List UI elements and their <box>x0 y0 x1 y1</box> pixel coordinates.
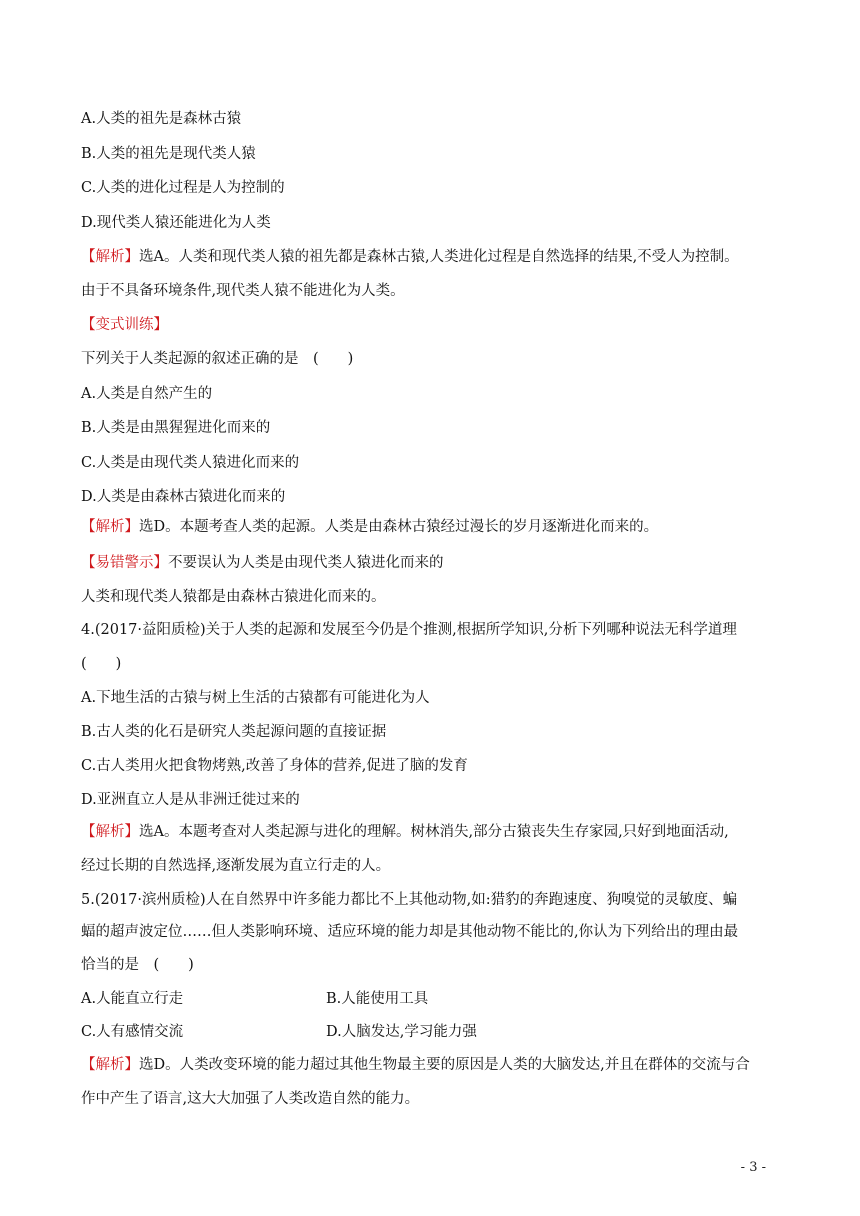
q3-analysis-line2: 由于不具备环境条件,现代类人猿不能进化为人类。 <box>81 283 405 299</box>
q4-option-a: A.下地生活的古猿与树上生活的古猿都有可能进化为人 <box>81 690 430 706</box>
q5-option-b: B.人能使用工具 <box>326 991 429 1007</box>
variant-option-c: C.人类是由现代类人猿进化而来的 <box>81 455 300 471</box>
warning-tag: 【易错警示】 <box>81 555 168 571</box>
q5-option-c: C.人有感情交流 <box>81 1024 184 1040</box>
q5-analysis-line2: 作中产生了语言,这大大加强了人类改造自然的能力。 <box>81 1091 420 1107</box>
q4-stem-line2: ( ) <box>81 656 122 672</box>
q3-analysis-text: 选A。人类和现代类人猿的祖先都是森林古猿,人类进化过程是自然选择的结果,不受人为控制。 <box>139 249 739 265</box>
q4-stem-line1: 4.(2017·益阳质检)关于人类的起源和发展至今仍是个推测,根据所学知识,分析下列哪种说法无科学道理 <box>81 622 737 638</box>
q3-option-a: A.人类的祖先是森林古猿 <box>81 111 242 127</box>
q4-analysis-text: 选A。本题考查对人类起源与进化的理解。树林消失,部分古猿丧失生存家园,只好到地面活动, <box>139 824 729 840</box>
q4-analysis-line2: 经过长期的自然选择,逐渐发展为直立行走的人。 <box>81 858 391 874</box>
analysis-tag: 【解析】 <box>81 1057 139 1073</box>
page-number: - 3 - <box>740 1160 766 1175</box>
q3-option-d: D.现代类人猿还能进化为人类 <box>81 215 271 231</box>
q5-analysis-line1 <box>81 1055 750 1075</box>
variant-option-d: D.人类是由森林古猿进化而来的 <box>81 489 286 505</box>
q4-option-b: B.古人类的化石是研究人类起源问题的直接证据 <box>81 724 387 740</box>
variant-analysis <box>81 517 658 537</box>
q5-stem-line1: 5.(2017·滨州质检)人在自然界中许多能力都比不上其他动物,如:猎豹的奔跑速度、狗嗅觉的灵敏度、蝙 <box>81 892 738 908</box>
q4-option-d: D.亚洲直立人是从非洲迁徙过来的 <box>81 792 300 808</box>
q5-option-a: A.人能直立行走 <box>81 991 184 1007</box>
q5-stem-line2: 蝠的超声波定位……但人类影响环境、适应环境的能力却是其他动物不能比的,你认为下列给出的理由最 <box>81 924 739 940</box>
variant-question: 下列关于人类起源的叙述正确的是 ( ) <box>81 351 354 367</box>
q5-option-d: D.人脑发达,学习能力强 <box>326 1024 477 1040</box>
q3-option-b: B.人类的祖先是现代类人猿 <box>81 146 256 162</box>
analysis-tag: 【解析】 <box>81 824 139 840</box>
variant-option-a: A.人类是自然产生的 <box>81 386 213 402</box>
q4-option-c: C.古人类用火把食物烤熟,改善了身体的营养,促进了脑的发育 <box>81 758 468 774</box>
q5-stem-line3: 恰当的是 ( ) <box>81 957 194 973</box>
variant-analysis-text: 选D。本题考查人类的起源。人类是由森林古猿经过漫长的岁月逐渐进化而来的。 <box>139 519 659 535</box>
q3-analysis-line1 <box>81 247 739 267</box>
q5-options-row1 <box>81 989 429 1009</box>
variant-option-b: B.人类是由黑猩猩进化而来的 <box>81 420 271 436</box>
q5-analysis-text: 选D。人类改变环境的能力超过其他生物最主要的原因是人类的大脑发达,并且在群体的交流与合 <box>139 1057 750 1073</box>
q5-options-row2 <box>81 1022 477 1042</box>
variant-warning-line2: 人类和现代类人猿都是由森林古猿进化而来的。 <box>81 589 386 605</box>
variant-warning-line1 <box>81 553 444 573</box>
analysis-tag: 【解析】 <box>81 519 139 535</box>
variant-heading: 【变式训练】 <box>81 317 168 333</box>
variant-warning-text: 不要误认为人类是由现代类人猿进化而来的 <box>168 555 444 571</box>
q4-analysis-line1 <box>81 822 729 842</box>
analysis-tag: 【解析】 <box>81 249 139 265</box>
q3-option-c: C.人类的进化过程是人为控制的 <box>81 180 285 196</box>
